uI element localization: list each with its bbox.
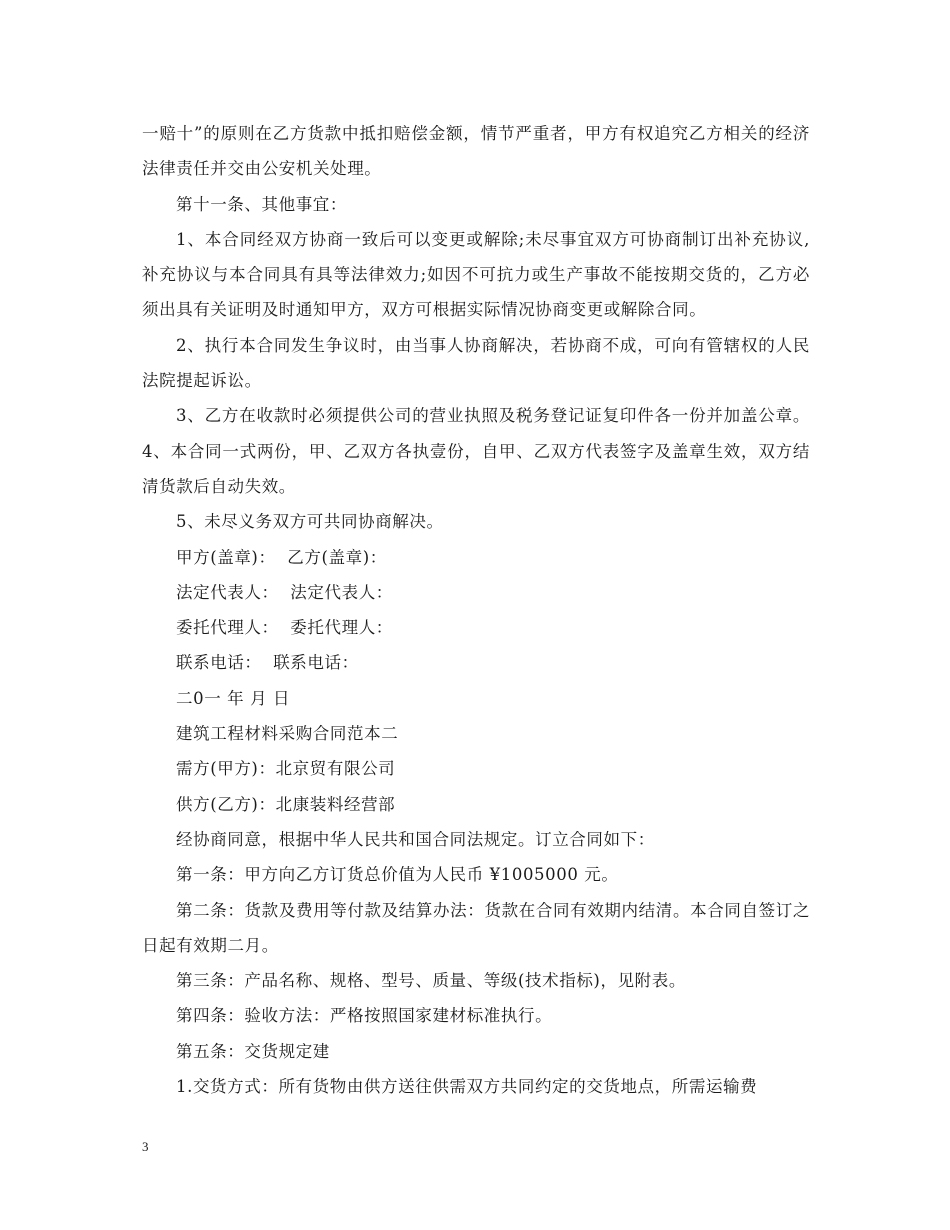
paragraph: 第四条：验收方法：严格按照国家建材标准执行。 (176, 1006, 553, 1026)
paragraph: 第三条：产品名称、规格、型号、质量、等级(技术指标)，见附表。 (176, 971, 686, 991)
paragraph: 经协商同意，根据中华人民共和国合同法规定。订立合同如下： (176, 829, 655, 849)
paragraph: 5、未尽义务双方可共同协商解决。 (176, 512, 444, 532)
signature-line-phone: 联系电话： 联系电话： (176, 653, 359, 673)
paragraph: 2、执行本合同发生争议时，由当事人协商解决，若协商不成，可向有管辖权的人民法院提起诉讼。 (142, 335, 810, 391)
paragraph: 一赔十”的原则在乙方货款中抵扣赔偿金额，情节严重者，甲方有权追究乙方相关的经济法律责任并交由公安机关处理。 (142, 124, 810, 179)
document-body (142, 116, 810, 1104)
paragraph: 第十一条、其他事宜： (176, 194, 347, 214)
paragraph: 第一条：甲方向乙方订货总价值为人民币 ¥1005000 元。 (176, 865, 619, 885)
paragraph: 第五条：交货规定建 (176, 1041, 330, 1061)
date-line: 二0一 年 月 日 (176, 688, 291, 708)
page-number: 3 (142, 1139, 149, 1154)
signature-line-seal: 甲方(盖章)： 乙方(盖章)： (176, 547, 387, 567)
section-title: 建筑工程材料采购合同范本二 (176, 724, 399, 744)
signature-line-agent: 委托代理人： 委托代理人： (176, 618, 393, 638)
paragraph: 1.交货方式：所有货物由供方送往供需双方共同约定的交货地点，所需运输费 (176, 1077, 758, 1097)
signature-line-representative: 法定代表人： 法定代表人： (176, 582, 393, 602)
party-a: 需方(甲方)：北京贸有限公司 (176, 759, 396, 779)
paragraph: 3、乙方在收款时必须提供公司的营业执照及税务登记证复印件各一份并加盖公章。 4、本合同一式两份，甲、乙双方各执壹份，自甲、乙双方代表签字及盖章生效，双方结清货款后自动失效。 (142, 406, 810, 496)
paragraph: 1、本合同经双方协商一致后可以变更或解除;未尽事宜双方可协商制订出补充协议,补充协议与本合同具有具等法律效力;如因不可抗力或生产事故不能按期交货的，乙方必须出具有关证明及时通知甲方，双方可根据实际情况协商变更或解除合同。 (142, 229, 810, 320)
party-b: 供方(乙方)：北康装料经营部 (176, 794, 396, 814)
paragraph: 第二条：货款及费用等付款及结算办法：货款在合同有效期内结清。本合同自签订之日起有效期二月。 (142, 900, 810, 955)
